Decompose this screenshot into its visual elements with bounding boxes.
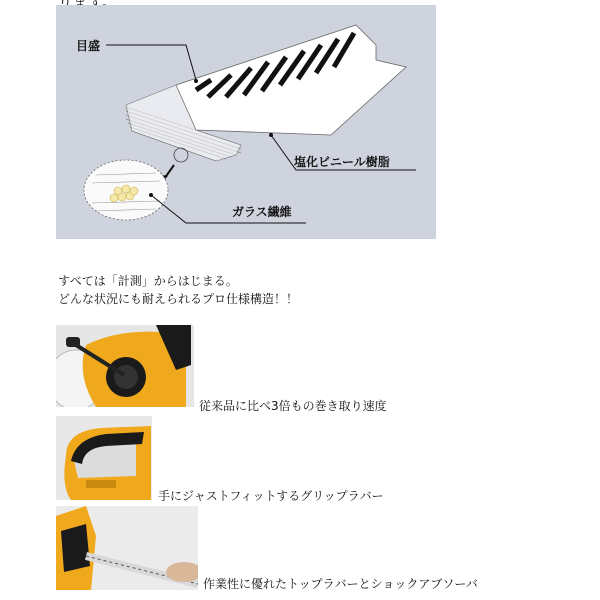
intro-text: [58, 272, 298, 308]
feature-caption-1: 従来品に比べ3倍もの巻き取り速度: [199, 399, 387, 413]
label-scale-marks: 目盛: [76, 39, 101, 53]
label-pvc: 塩化ビニール樹脂: [294, 155, 390, 169]
grip-rubber-photo: [56, 416, 152, 500]
feature-caption-3: 作業性に優れたトップラバーとショックアブソーバ: [203, 577, 478, 591]
top-rubber-photo: [56, 506, 198, 590]
label-glass-fiber: ガラス繊維: [232, 205, 292, 219]
tape-reel-crank-photo: [56, 325, 194, 407]
intro-line-2: どんな状況にも耐えられるプロ仕様構造！！: [58, 292, 299, 306]
tape-structure-diagram: [56, 5, 436, 239]
feature-caption-2: 手にジャストフィットするグリップラバー: [158, 489, 384, 503]
intro-line-1: すべては「計測」からはじまる。: [58, 274, 238, 288]
